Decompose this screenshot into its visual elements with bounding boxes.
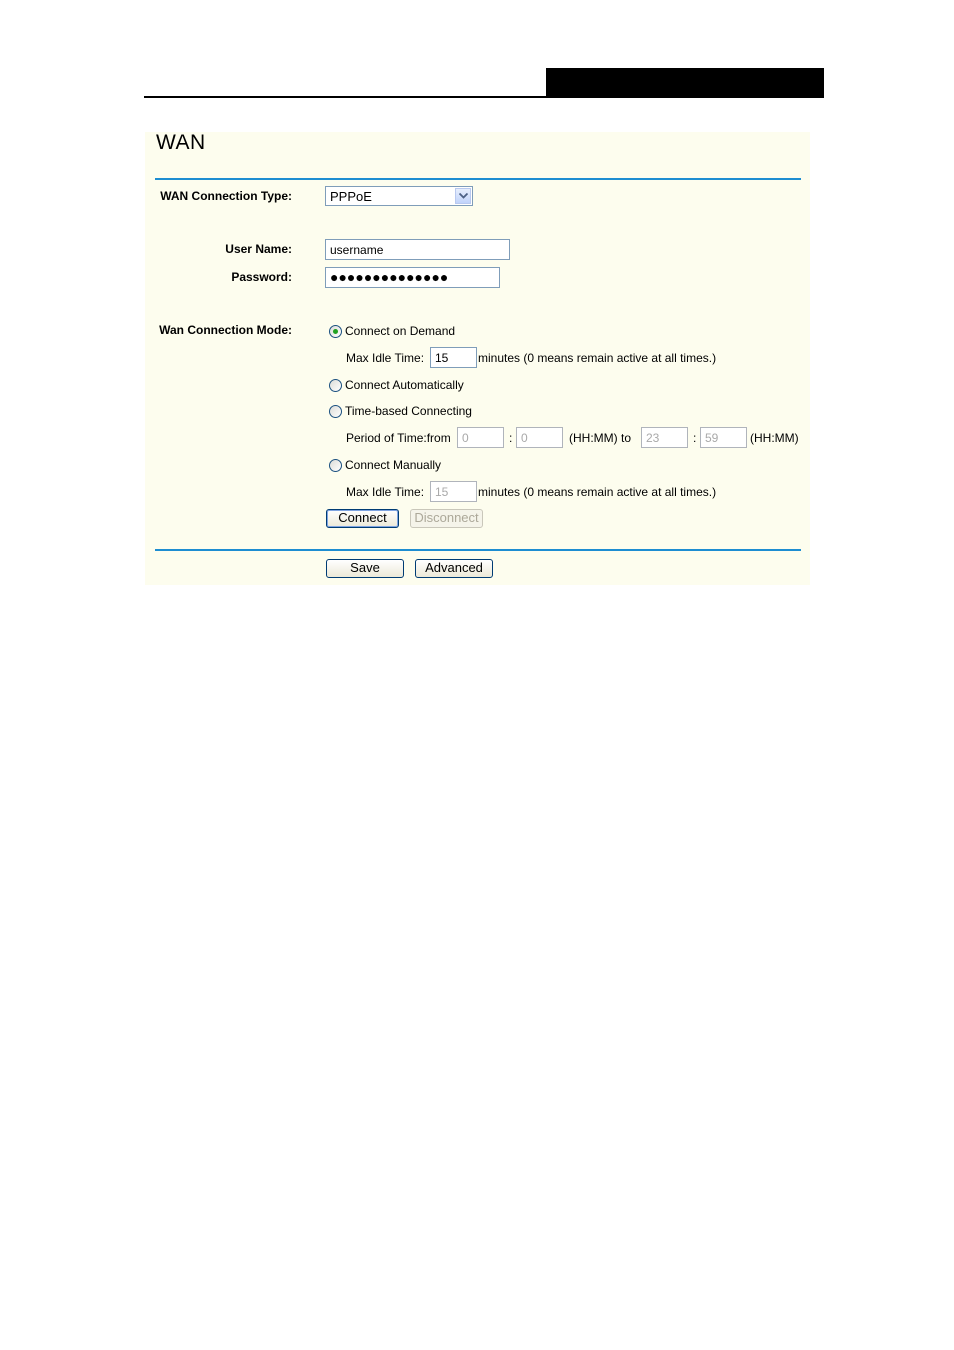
advanced-button[interactable]: Advanced xyxy=(415,559,493,578)
from-hour-input[interactable]: 0 xyxy=(457,427,504,448)
chevron-down-icon[interactable] xyxy=(455,188,471,204)
to-minute-input[interactable]: 59 xyxy=(700,427,747,448)
from-colon: : xyxy=(509,431,513,445)
manual-idle-label: Max Idle Time: xyxy=(346,485,425,499)
end-format-text: (HH:MM) xyxy=(750,431,799,445)
from-minute-input[interactable]: 0 xyxy=(516,427,563,448)
top-divider xyxy=(155,178,801,180)
radio-connect-on-demand[interactable] xyxy=(329,325,342,338)
manual-idle-input[interactable]: 15 xyxy=(430,481,477,502)
to-colon: : xyxy=(693,431,697,445)
on-demand-idle-label: Max Idle Time: xyxy=(346,351,425,365)
password-input[interactable]: ●●●●●●●●●●●●●● xyxy=(325,267,500,288)
period-label: Period of Time:from xyxy=(346,431,451,445)
connect-button[interactable]: Connect xyxy=(326,509,399,528)
radio-time-based[interactable] xyxy=(329,405,342,418)
username-input[interactable]: username xyxy=(325,239,510,260)
username-label: User Name: xyxy=(225,242,292,256)
page-title: WAN xyxy=(156,131,206,154)
radio-connect-manually[interactable] xyxy=(329,459,342,472)
disconnect-button[interactable]: Disconnect xyxy=(410,509,483,528)
to-hour-input[interactable]: 23 xyxy=(641,427,688,448)
connect-on-demand-label: Connect on Demand xyxy=(345,324,456,338)
connection-type-label: WAN Connection Type: xyxy=(160,189,292,203)
connect-manually-label: Connect Manually xyxy=(345,458,442,472)
connect-automatically-label: Connect Automatically xyxy=(345,378,464,392)
connection-mode-label: Wan Connection Mode: xyxy=(159,323,292,337)
time-based-label: Time-based Connecting xyxy=(345,404,472,418)
bottom-divider xyxy=(155,549,801,551)
connection-type-select[interactable] xyxy=(325,186,473,206)
radio-connect-automatically[interactable] xyxy=(329,379,342,392)
manual-idle-hint: minutes (0 means remain active at all times.) xyxy=(478,485,717,499)
on-demand-idle-input[interactable]: 15 xyxy=(430,347,477,368)
on-demand-idle-hint: minutes (0 means remain active at all times.) xyxy=(478,351,717,365)
password-label: Password: xyxy=(231,270,292,284)
save-button[interactable]: Save xyxy=(326,559,404,578)
connection-type-value: PPPoE xyxy=(330,189,372,204)
header-rule xyxy=(144,96,824,98)
header-bar xyxy=(546,68,824,98)
to-text: (HH:MM) to xyxy=(569,431,631,445)
